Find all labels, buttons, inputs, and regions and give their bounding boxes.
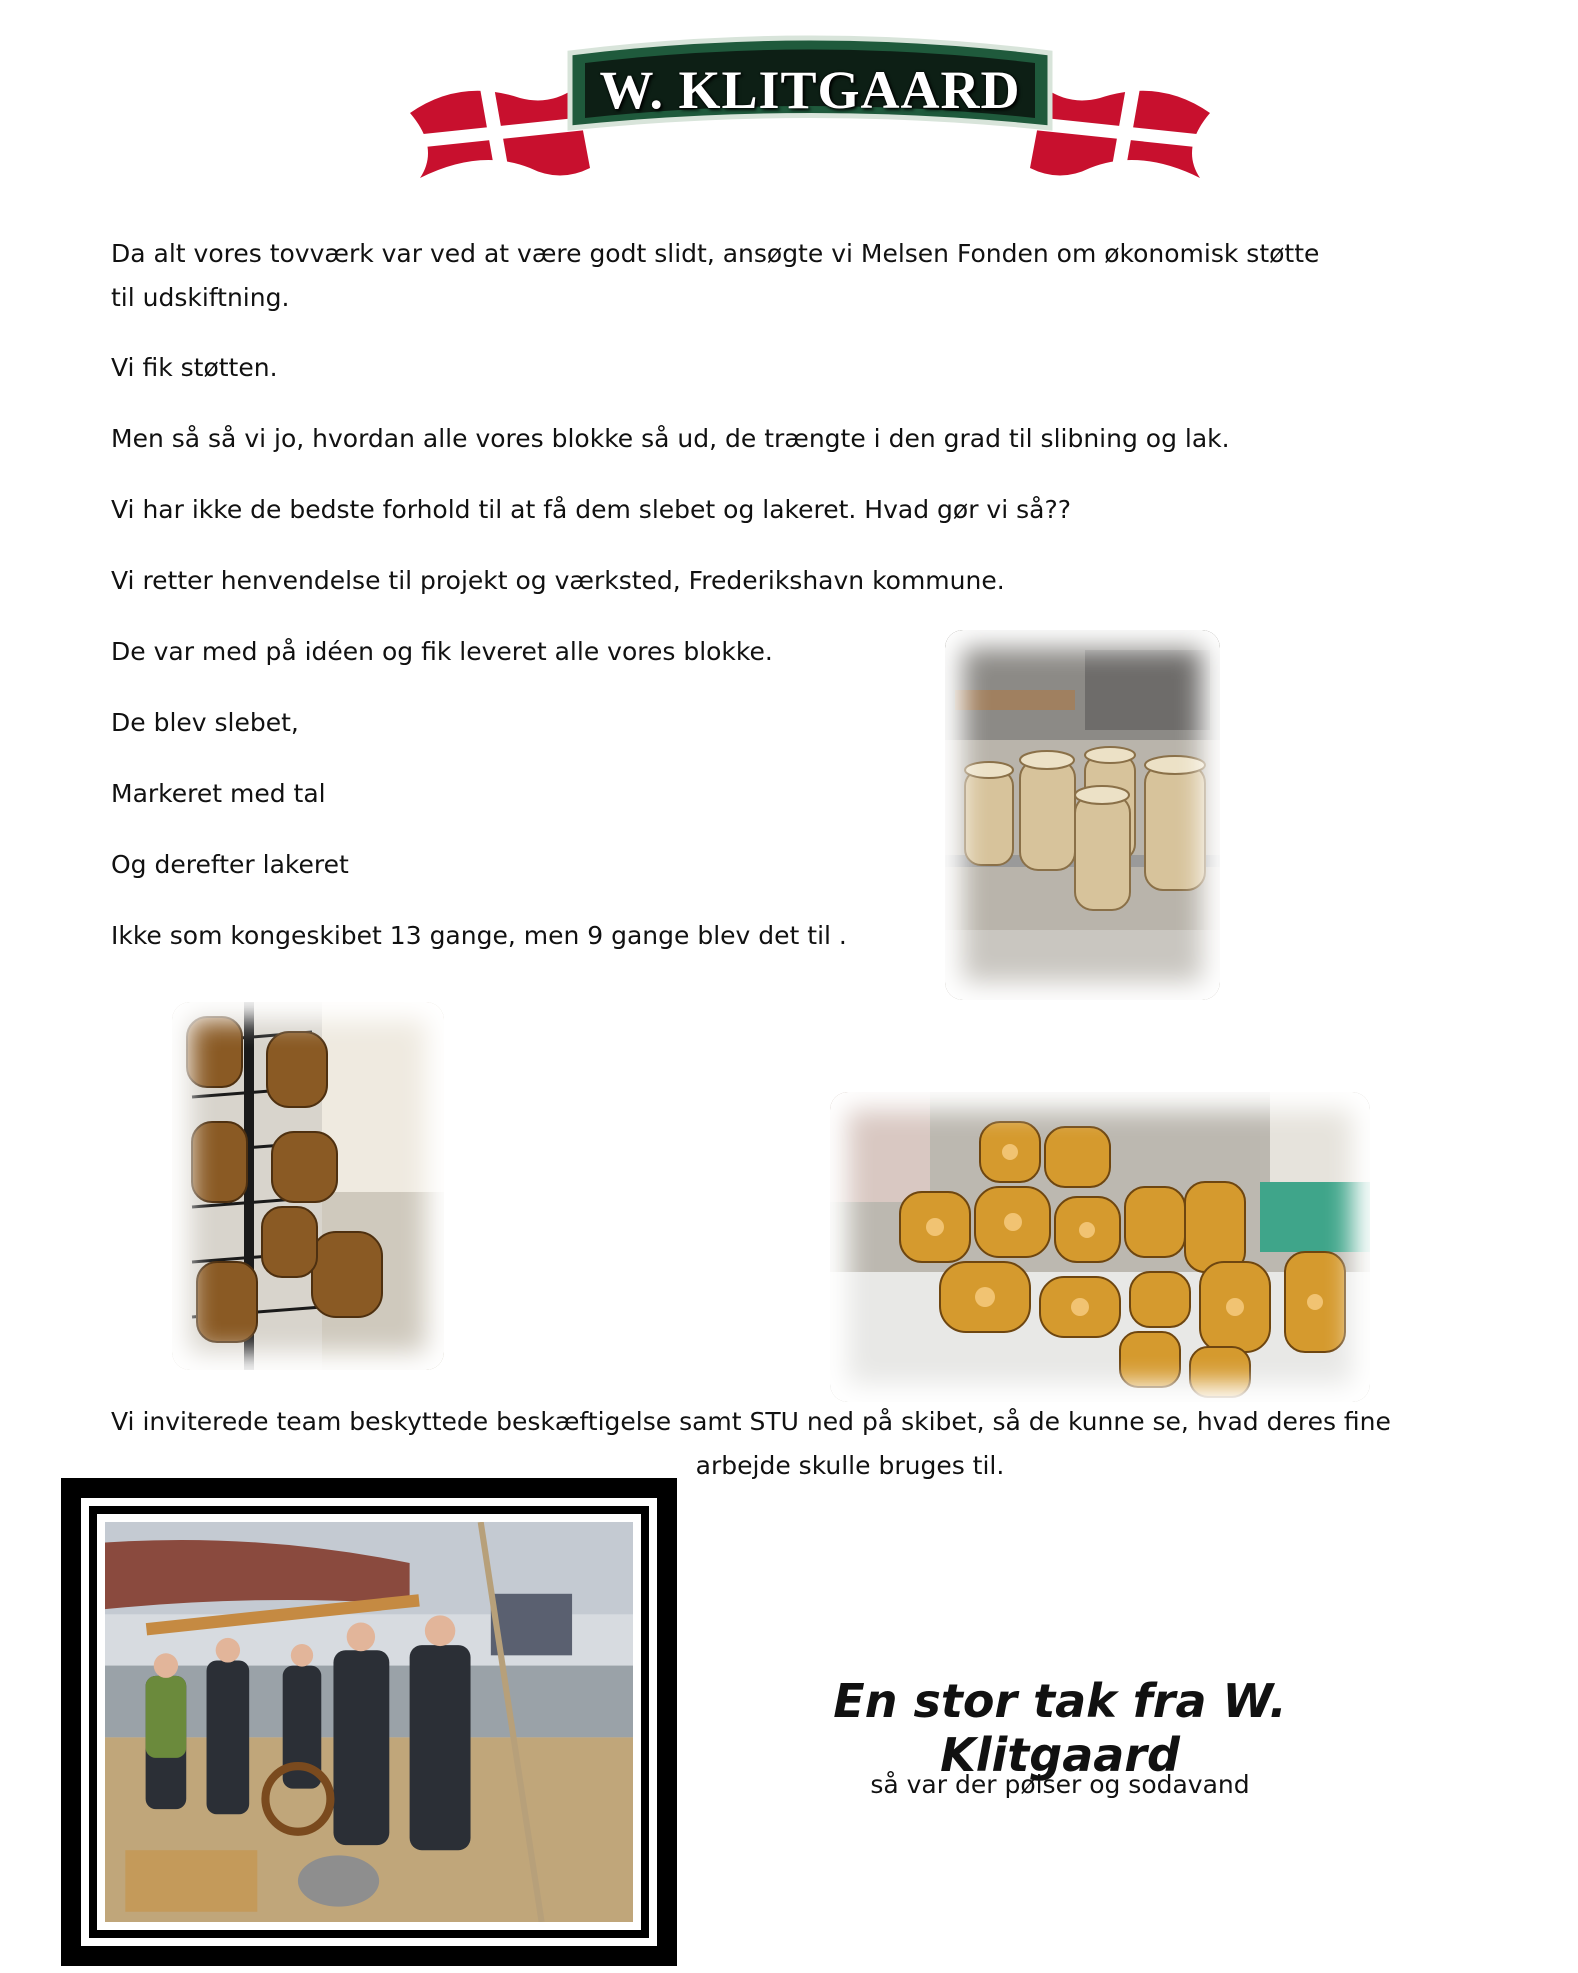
paragraph-forhold: Vi har ikke de bedste forhold til at få dem slebet og lakeret. Hvad gør vi så?? <box>111 495 1071 524</box>
paragraph-invitation-cont: arbejde skulle bruges til. <box>695 1451 1005 1480</box>
paragraph-henvendelse: Vi retter henvendelse til projekt og værksted, Frederikshavn kommune. <box>111 566 1005 595</box>
thanks-heading: En stor tak fra W. Klitgaard <box>833 1674 1287 1782</box>
thanks-subtext: så var der pølser og sodavand <box>870 1770 1250 1799</box>
framed-group-photo <box>61 1478 677 1966</box>
paragraph-slebet: De blev slebet, <box>111 708 299 737</box>
paragraph-tovvaerk: Da alt vores tovværk var ved at være godt slidt, ansøgte vi Melsen Fonden om økonomisk støtte til udskiftning. <box>111 239 1320 312</box>
photo-varnished-blocks-table <box>830 1092 1370 1402</box>
photo-group-on-ship <box>105 1522 633 1922</box>
paragraph-blokke: Men så så vi jo, hvordan alle vores blokke så ud, de trængte i den grad til slibning og lak. <box>111 424 1230 453</box>
logo-text: W. KLITGAARD <box>599 60 1021 120</box>
paragraph-invitation: Vi inviterede team beskyttede beskæftigelse samt STU ned på skibet, så de kunne se, hvad deres fine <box>111 1407 1391 1436</box>
paragraph-kongeskibet: Ikke som kongeskibet 13 gange, men 9 gange blev det til . <box>111 921 847 950</box>
photo-workshop-blocks <box>945 630 1220 1000</box>
klitgaard-logo <box>400 18 1220 208</box>
paragraph-markeret: Markeret med tal <box>111 779 326 808</box>
paragraph-lakeret: Og derefter lakeret <box>111 850 349 879</box>
paragraph-ideen: De var med på idéen og fik leveret alle vores blokke. <box>111 637 773 666</box>
paragraph-stotten: Vi fik støtten. <box>111 353 278 382</box>
photo-blocks-drying-rack <box>172 1002 444 1370</box>
